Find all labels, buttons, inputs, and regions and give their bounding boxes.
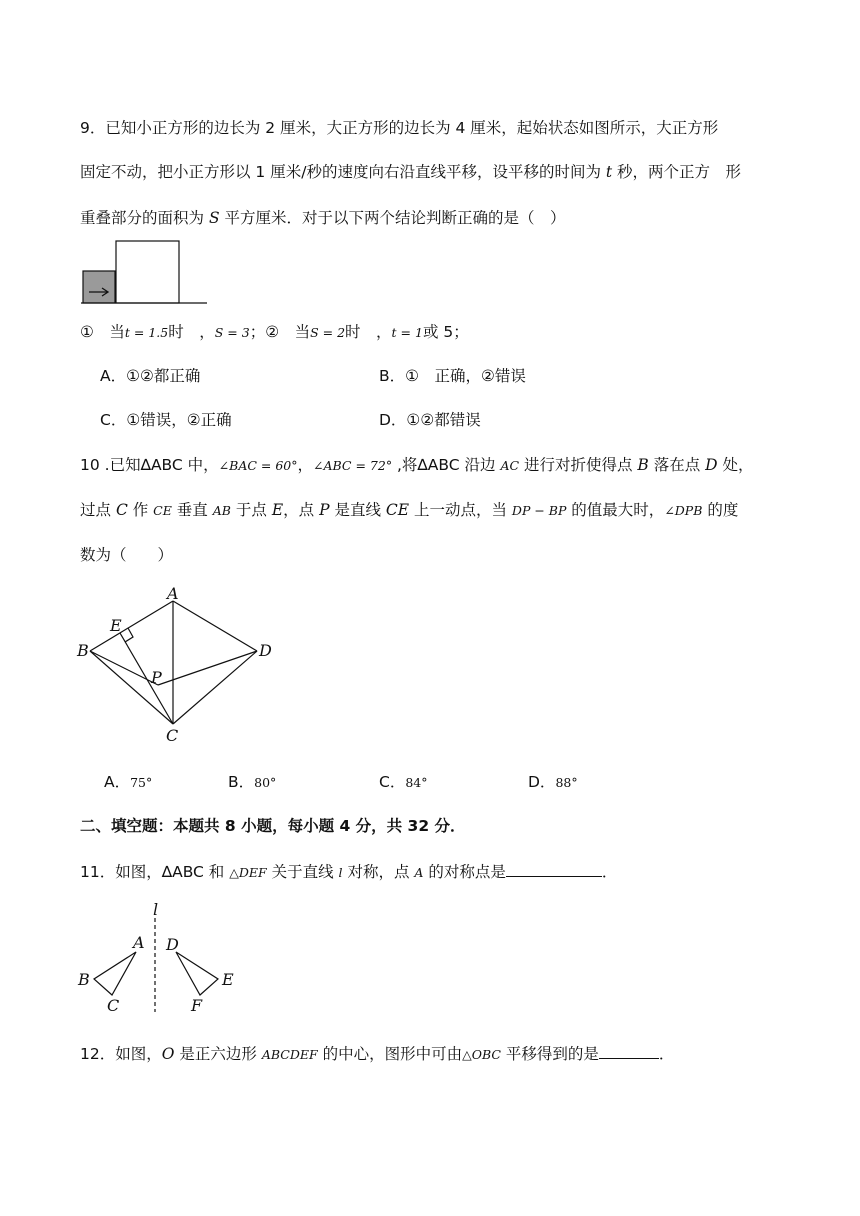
q11-text: 11．如图，∆ABC 和 bbox=[80, 863, 230, 881]
q10-line-1 bbox=[80, 454, 754, 477]
q10-option-c[interactable] bbox=[379, 771, 427, 794]
label-D: D bbox=[259, 641, 272, 660]
q10-text: ， bbox=[297, 456, 314, 474]
math-expr: A bbox=[414, 865, 424, 880]
q11-line bbox=[80, 860, 617, 884]
q12-text: 的中心，图形中可由 bbox=[317, 1045, 463, 1063]
q9-text: ；② 当 bbox=[249, 323, 311, 341]
q10-text: 落在点 bbox=[648, 456, 706, 474]
q11-text: 关于直线 bbox=[266, 863, 339, 881]
q10-line-2 bbox=[80, 499, 738, 522]
q10-text: 于点 bbox=[230, 501, 272, 519]
q10-text: 上一动点，当 bbox=[409, 501, 512, 519]
q9-figure-squares bbox=[78, 238, 210, 308]
q11-text: 对称，点 bbox=[342, 863, 415, 881]
math-expr: t = 1.5 bbox=[124, 325, 169, 340]
q10-text: 垂直 bbox=[171, 501, 213, 519]
point-label: E bbox=[271, 501, 284, 519]
label-E: E bbox=[222, 970, 234, 989]
q9-text: 时 ， bbox=[345, 323, 392, 341]
var-s: S bbox=[208, 209, 220, 227]
point-label: P bbox=[319, 501, 330, 519]
label-B: B bbox=[77, 641, 89, 660]
q11-figure-symmetry bbox=[76, 900, 246, 1018]
q11-text: 的对称点是 bbox=[423, 863, 506, 881]
math-expr: AC bbox=[500, 458, 520, 473]
label-P: P bbox=[151, 668, 162, 687]
section-heading: 二、填空题：本题共 8 小题，每小题 4 分，共 32 分． bbox=[80, 817, 466, 835]
label-F: F bbox=[191, 996, 203, 1015]
label-A: A bbox=[133, 933, 145, 952]
label-A: A bbox=[167, 584, 179, 603]
right-angle-mark-icon bbox=[125, 628, 133, 642]
triangle-abc bbox=[94, 952, 136, 995]
math-expr: ∠DPB bbox=[664, 503, 703, 518]
q10-text: 10 .已知∆ABC 中， bbox=[80, 456, 219, 474]
label-E: E bbox=[110, 616, 122, 635]
point-label: B bbox=[637, 456, 649, 474]
q11-text: ． bbox=[601, 863, 618, 881]
option-value: 84° bbox=[405, 775, 428, 790]
q10-option-a[interactable] bbox=[104, 771, 152, 794]
option-letter: D． bbox=[528, 773, 556, 791]
q10-option-d[interactable] bbox=[528, 771, 578, 794]
q10-option-b[interactable] bbox=[228, 771, 276, 794]
q12-text: 12．如图， bbox=[80, 1045, 162, 1063]
label-B: B bbox=[78, 970, 90, 989]
option-value: 80° bbox=[254, 775, 277, 790]
var-t: t bbox=[605, 163, 613, 181]
q12-text: 是正六边形 bbox=[174, 1045, 262, 1063]
q9-line-2 bbox=[80, 161, 741, 183]
q9-option-c[interactable]: C．①错误，②正确 bbox=[100, 411, 232, 429]
q9-line-3 bbox=[80, 207, 566, 229]
q10-text: ,将∆ABC 沿边 bbox=[392, 456, 501, 474]
q9-text: 秒，两个正方 形 bbox=[612, 163, 742, 181]
point-label: C bbox=[115, 501, 128, 519]
math-expr: ∠ABC = 72° bbox=[313, 458, 393, 473]
q10-text: 进行对折使得点 bbox=[519, 456, 638, 474]
q9-text: 平方厘米．对于以下两个结论判断正确的是（ ） bbox=[219, 209, 566, 227]
q9-text: 9．已知小正方形的边长为 2 厘米，大正方形的边长为 4 厘米，起始状态如图所示，大正方形 bbox=[80, 119, 719, 137]
q9-option-d[interactable]: D．①②都错误 bbox=[379, 411, 481, 429]
math-expr: AB bbox=[212, 503, 231, 518]
answer-blank[interactable] bbox=[599, 1042, 659, 1059]
math-expr: DP − BP bbox=[511, 503, 567, 518]
q10-text: 作 bbox=[127, 501, 154, 519]
math-expr: t = 1 bbox=[391, 325, 423, 340]
label-C: C bbox=[107, 996, 120, 1015]
q9-line-1 bbox=[80, 117, 718, 139]
q10-text: 是直线 bbox=[329, 501, 386, 519]
q9-option-b[interactable]: B．① 正确，②错误 bbox=[379, 367, 526, 385]
q9-text: 时 ， bbox=[168, 323, 215, 341]
q9-text: 固定不动，把小正方形以 1 厘米/秒的速度向右沿直线平移，设平移的时间为 bbox=[80, 163, 606, 181]
option-letter: A． bbox=[104, 773, 131, 791]
q10-text: 的度 bbox=[702, 501, 739, 519]
q9-option-a[interactable]: A．①②都正确 bbox=[100, 367, 201, 385]
label-C: C bbox=[166, 726, 179, 745]
q9-text: 或 5； bbox=[422, 323, 469, 341]
answer-blank[interactable] bbox=[506, 860, 602, 877]
math-expr: l bbox=[338, 865, 343, 880]
math-expr: △OBC bbox=[462, 1047, 501, 1062]
q9-statements bbox=[80, 321, 469, 344]
q12-text: ． bbox=[658, 1045, 675, 1063]
math-expr: CE bbox=[153, 503, 172, 518]
label-D: D bbox=[166, 935, 179, 954]
q12-line bbox=[80, 1042, 674, 1066]
point-label: O bbox=[161, 1045, 175, 1063]
point-label: CE bbox=[385, 501, 410, 519]
option-value: 88° bbox=[555, 775, 578, 790]
small-square bbox=[83, 271, 115, 303]
math-expr: S = 2 bbox=[310, 325, 346, 340]
triangle-def bbox=[176, 952, 218, 995]
q10-line-3: 数为（ ） bbox=[80, 546, 174, 564]
q10-text: 过点 bbox=[80, 501, 116, 519]
label-l: l bbox=[153, 900, 159, 919]
q10-text: 的值最大时， bbox=[566, 501, 665, 519]
option-letter: C． bbox=[379, 773, 406, 791]
q10-text: 处， bbox=[717, 456, 754, 474]
option-letter: B． bbox=[228, 773, 255, 791]
q10-text: ，点 bbox=[283, 501, 320, 519]
point-label: D bbox=[705, 456, 718, 474]
math-expr: ABCDEF bbox=[261, 1047, 318, 1062]
large-square bbox=[116, 241, 179, 303]
math-expr: ∠BAC = 60° bbox=[218, 458, 298, 473]
math-expr: S = 3 bbox=[214, 325, 250, 340]
q9-text: 重叠部分的面积为 bbox=[80, 209, 209, 227]
q12-text: 平移得到的是 bbox=[500, 1045, 599, 1063]
q10-figure-kite bbox=[76, 582, 286, 752]
option-value: 75° bbox=[130, 775, 153, 790]
math-expr: △DEF bbox=[229, 865, 267, 880]
q9-text: ① 当 bbox=[80, 323, 125, 341]
